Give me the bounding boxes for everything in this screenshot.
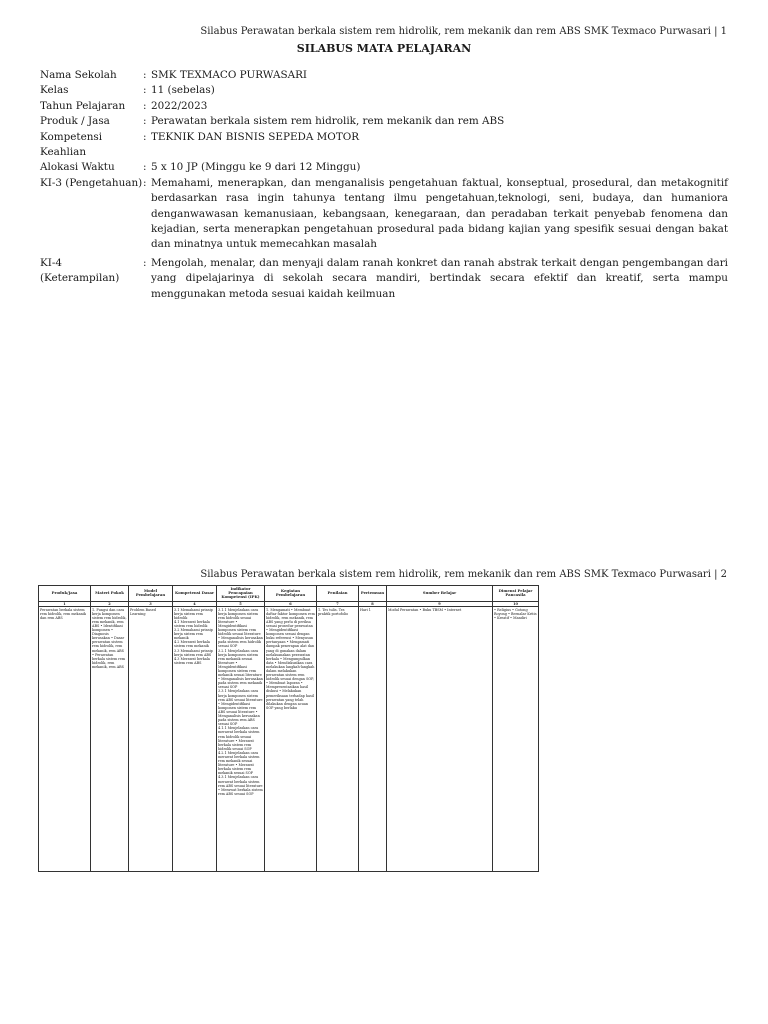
column-number: 10 xyxy=(493,601,539,606)
info-colon: : xyxy=(143,99,147,112)
table-cell: • Religius • Gotong Royong • Bernalar Kritis • Kreatif • Mandiri xyxy=(493,606,539,871)
school-info xyxy=(40,68,728,302)
column-header: Kompetensi Dasar xyxy=(173,586,217,602)
info-row xyxy=(40,99,728,114)
info-value: 11 (sebelas) xyxy=(151,84,215,97)
info-label: Produk / Jasa xyxy=(40,115,110,128)
info-colon: : xyxy=(143,69,147,81)
info-colon: : xyxy=(143,161,147,174)
info-value: Memahami, menerapkan, dan menganalisis pengetahuan faktual, konseptual, prosedural, dan metakognitif berdasarkan rasa ingin tahunya tentang ilmu pengetahuan,teknologi, seni, budaya, dan humaniora denganwawasan kemanusiaan, kebangsaan, kenegaraan, dan peradaban terkait penyebab fenomena dan kejadian, serta menerapkan pengetahuan prosedural pada bidang kajian yang spesifik sesuai dengan bakat dan minatnya untuk memecahkan masalah xyxy=(151,176,728,251)
column-header: Sumber Belajar xyxy=(387,586,493,602)
table-cell: 1. Mengamati • Membuat daftar faktor komponen rem hidrolik, rem mekanik, rem ABS yang perlu di periksa sesuai prosedur perawatan • Mengidentifikasi komponen sesuai dengan buku referensi • Menyusun pertanyaan • Mengamati dampak penerapan alat dan yang di gunakan dalam melaksanakan perawatan berkala • Mengumpulkan data • Mendiskusikan cara melakukan langkah-langkah dalam melakukan perawatan sistem rem hidrolik sesuai dengan SOP, • Membuat laporan • Mempresentasikan hasil diskusi • Melakukan pemeriksaan terhadap hasil perawatan yang telah dilakukan dengan acuan SOP yang berlaku xyxy=(265,606,317,871)
table-cell: 1. Fungsi dan cara kerja komponen sistem rem hidrolik, rem mekanik, rem ABS • Identifikasi komponen • Diagnosis kerusakan • Dasar perawatan sistem rem hidrolik, rem mekanik, rem ABS • Perawatan berkala sistem rem hidrolik, rem mekanik, rem ABS xyxy=(91,606,129,871)
column-header: Indikator Pencapaian Kompetensi (IPK) xyxy=(217,586,265,602)
syllabus-table xyxy=(38,585,539,872)
column-header: Kegiatan Pembelajaran xyxy=(265,586,317,602)
table-cell: Problem Based Learning xyxy=(129,606,173,871)
column-header: Pertemuan xyxy=(359,586,387,602)
info-label: Kelas xyxy=(40,84,69,97)
column-number: 2 xyxy=(91,601,129,606)
info-value: TEKNIK DAN BISNIS SEPEDA MOTOR xyxy=(151,130,360,143)
info-row xyxy=(40,68,728,83)
syllabus-table-wrapper xyxy=(38,585,538,872)
column-number: 8 xyxy=(359,601,387,606)
info-value: Perawatan berkala sistem rem hidrolik, rem mekanik dan rem ABS xyxy=(151,115,505,128)
info-colon: : xyxy=(143,115,147,128)
info-row xyxy=(40,160,728,175)
page-header: Silabus Perawatan berkala sistem rem hidrolik, rem mekanik dan rem ABS SMK Texmaco Purwasari | 2 xyxy=(200,569,727,580)
info-colon: : xyxy=(143,176,147,189)
column-number: 1 xyxy=(39,601,91,606)
table-cell: Perawatan berkala sistem rem hidrolik, rem mekanik dan rem ABS xyxy=(39,606,91,871)
column-header: Model Pembelajaran xyxy=(129,586,173,602)
info-label: Kompetensi Keahlian xyxy=(40,130,103,159)
page-header: Silabus Perawatan berkala sistem rem hidrolik, rem mekanik dan rem ABS SMK Texmaco Purwasari | 1 xyxy=(200,26,727,37)
info-colon: : xyxy=(143,130,147,143)
info-value: Mengolah, menalar, dan menyaji dalam ranah konkret dan ranah abstrak terkait dengan pengembangan dari yang dipelajarinya di sekolah secara mandiri, bertindak secara efektif dan kreatif, serta mampu menggunakan metoda sesuai kaidah keilmuan xyxy=(151,256,728,300)
table-cell: 3.1 Memahami prinsip kerja sistem rem hidrolik 4.1 Merawat berkala sistem rem hidrolik 3.2 Memahami prinsip kerja sistem rem mekanik 4.2 Merawat berkala sistem rem mekanik 3.3 Memahami prinsip kerja sistem rem ABS 4.3 Merawat berkala sistem rem ABS xyxy=(173,606,217,871)
column-number: 6 xyxy=(265,601,317,606)
info-row xyxy=(40,83,728,98)
info-label: KI-3 (Pengetahuan) xyxy=(40,176,143,189)
table-cell: 3.1.1 Menjelaskan cara kerja komponen sistem rem hidrolik sesuai literature • Mengidentifikasi komponen sistem rem hidrolik sesuai literature • Menganalisis kerusakan pada sistem rem hidrolik sesuai SOP 3.2.1 Menjelaskan cara kerja komponen sistem rem mekanik sesuai literature • Mengidentifikasi komponen sistem rem mekanik sesuai literature • Menganalisis kerusakan pada sistem rem mekanik sesuai SOP 3.3.1 Menjelaskan cara kerja komponen sistem rem ABS sesuai literature • Mengidentifikasi komponen sistem rem ABS sesuai literature • Menganalisis kerusakan pada sistem rem ABS sesuai SOP 4.1.1 Menjelaskan cara merawat berkala sistem rem hidrolik sesuai literature • Merawat berkala sistem rem hidrolik sesuai SOP 4.2.1 Menjelaskan cara merawat berkala sistem rem mekanik sesuai literature • Merawat berkala sistem rem mekanik sesuai SOP 4.3.1 Menjelaskan cara merawat berkala sistem rem ABS sesuai literature • Merawat berkala sistem rem ABS sesuai SOP xyxy=(217,606,265,871)
column-number: 7 xyxy=(317,601,359,606)
column-header: Penilaian xyxy=(317,586,359,602)
info-row xyxy=(40,256,728,302)
info-colon: : xyxy=(143,256,147,269)
info-label: Nama Sekolah xyxy=(40,69,117,81)
info-colon: : xyxy=(143,84,147,97)
table-header-row xyxy=(39,586,539,602)
info-label: Tahun Pelajaran xyxy=(40,99,126,112)
info-label: Alokasi Waktu xyxy=(40,161,115,174)
info-row xyxy=(40,114,728,129)
column-number: 3 xyxy=(129,601,173,606)
column-number: 5 xyxy=(217,601,265,606)
info-label: KI-4 (Keterampilan) xyxy=(40,256,120,285)
column-header: Produk/Jasa xyxy=(39,586,91,602)
table-cell: Hari 1 xyxy=(359,606,387,871)
info-value: 5 x 10 JP (Minggu ke 9 dari 12 Minggu) xyxy=(151,161,361,174)
column-number: 4 xyxy=(173,601,217,606)
table-row xyxy=(39,606,539,871)
table-cell: 1. Tes tulis. Tes praktik portofolio xyxy=(317,606,359,871)
column-header: Materi Pokok xyxy=(91,586,129,602)
document-title: SILABUS MATA PELAJARAN xyxy=(296,42,472,55)
table-cell: Modul Perawatan • Buku TBSM • Internet xyxy=(387,606,493,871)
column-number: 9 xyxy=(387,601,493,606)
info-value: 2022/2023 xyxy=(151,99,208,112)
column-header: Dimensi Pelajar Pancasila xyxy=(493,586,539,602)
info-row xyxy=(40,176,728,253)
info-value: SMK TEXMACO PURWASARI xyxy=(151,69,308,81)
info-row xyxy=(40,130,728,161)
